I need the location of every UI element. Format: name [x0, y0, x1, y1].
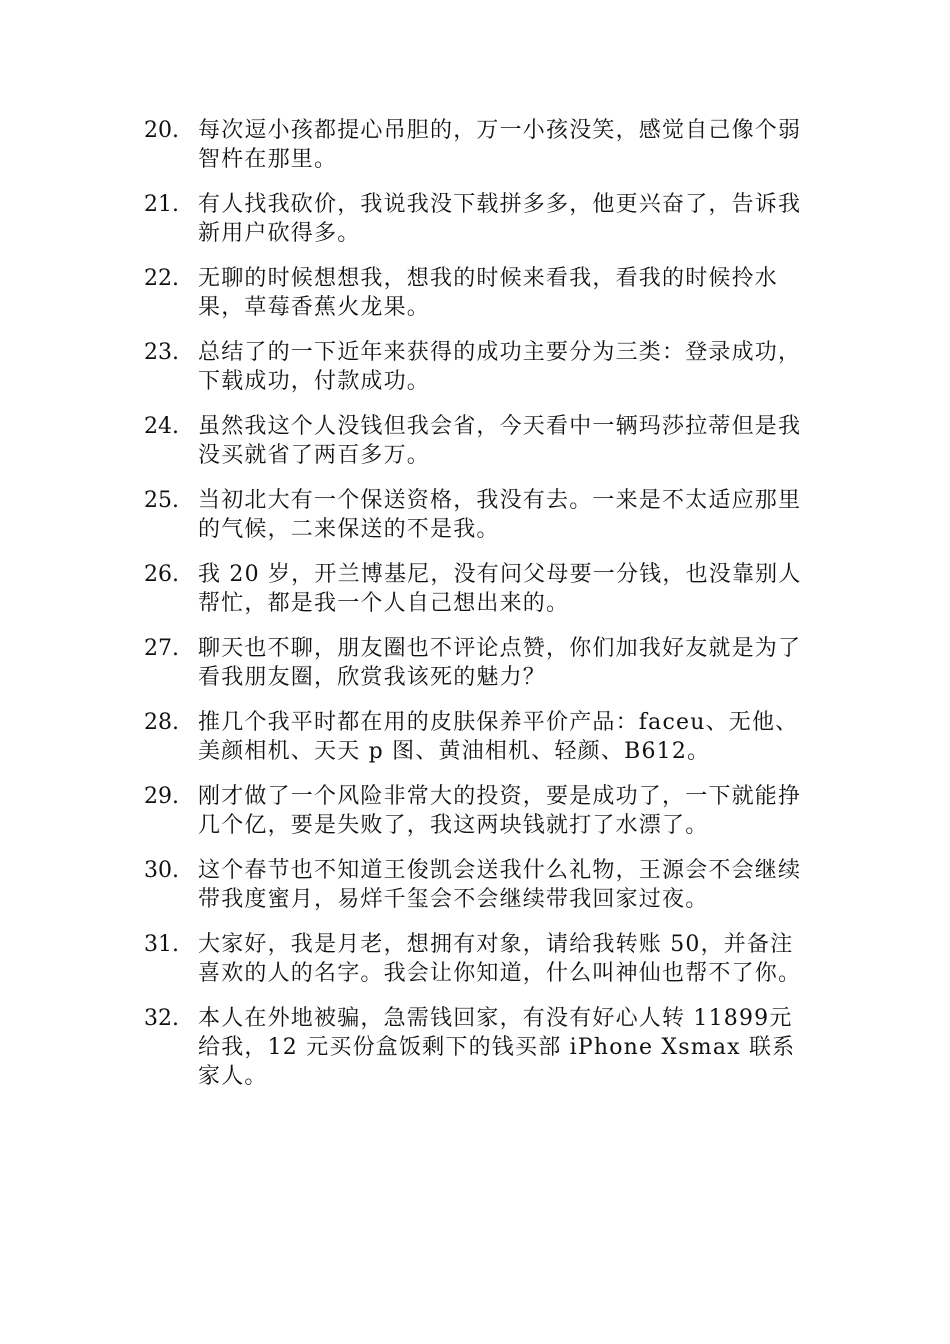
item-text: 当初北大有一个保送资格，我没有去。一来是不太适应那里的气候，二来保送的不是我。 — [198, 488, 802, 542]
item-number: 21. — [144, 192, 179, 217]
item-text: 这个春节也不知道王俊凯会送我什么礼物，王源会不会继续带我度蜜月，易烊千玺会不会继续带我回家过夜。 — [198, 858, 802, 912]
list-item — [144, 486, 804, 544]
item-number: 32. — [144, 1006, 179, 1031]
list-item — [144, 264, 804, 322]
item-text: 本人在外地被骗，急需钱回家，有没有好心人转 11899元给我，12 元买份盒饭剩下的钱买部 iPhone Xsmax 联系家人。 — [198, 1006, 796, 1089]
item-text: 有人找我砍价，我说我没下载拼多多，他更兴奋了，告诉我新用户砍得多。 — [198, 192, 802, 246]
item-text: 聊天也不聊，朋友圈也不评论点赞，你们加我好友就是为了看我朋友圈，欣赏我该死的魅力？ — [198, 636, 802, 690]
item-text: 我 20 岁，开兰博基尼，没有问父母要一分钱，也没靠别人帮忙，都是我一个人自己想出来的。 — [198, 562, 802, 616]
list-item — [144, 116, 804, 174]
item-number: 25. — [144, 488, 179, 513]
list-item — [144, 856, 804, 914]
item-number: 29. — [144, 784, 179, 809]
item-text: 总结了的一下近年来获得的成功主要分为三类：登录成功，下载成功，付款成功。 — [198, 340, 802, 394]
item-number: 26. — [144, 562, 179, 587]
list-item — [144, 190, 804, 248]
item-text: 无聊的时候想想我，想我的时候来看我，看我的时候拎水果，草莓香蕉火龙果。 — [198, 266, 779, 320]
list-item — [144, 782, 804, 840]
item-text: 虽然我这个人没钱但我会省，今天看中一辆玛莎拉蒂但是我没买就省了两百多万。 — [198, 414, 802, 468]
item-number: 28. — [144, 710, 179, 735]
item-number: 22. — [144, 266, 179, 291]
list-item — [144, 412, 804, 470]
item-text: 大家好，我是月老，想拥有对象，请给我转账 50，并备注喜欢的人的名字。我会让你知道，什么叫神仙也帮不了你。 — [198, 932, 802, 986]
list-item — [144, 708, 804, 766]
list-item — [144, 338, 804, 396]
numbered-list — [144, 116, 804, 1107]
list-item — [144, 634, 804, 692]
item-text: 推几个我平时都在用的皮肤保养平价产品：faceu、无他、美颜相机、天天 p 图、黄油相机、轻颜、B612。 — [198, 710, 799, 764]
item-number: 30. — [144, 858, 179, 883]
item-text: 刚才做了一个风险非常大的投资，要是成功了，一下就能挣几个亿，要是失败了，我这两块钱就打了水漂了。 — [198, 784, 802, 838]
item-number: 31. — [144, 932, 179, 957]
item-number: 24. — [144, 414, 179, 439]
item-number: 20. — [144, 118, 179, 143]
item-number: 23. — [144, 340, 179, 365]
item-text: 每次逗小孩都提心吊胆的，万一小孩没笑，感觉自己像个弱智杵在那里。 — [198, 118, 802, 172]
item-number: 27. — [144, 636, 179, 661]
list-item — [144, 560, 804, 618]
list-item — [144, 930, 804, 988]
list-item — [144, 1004, 804, 1091]
